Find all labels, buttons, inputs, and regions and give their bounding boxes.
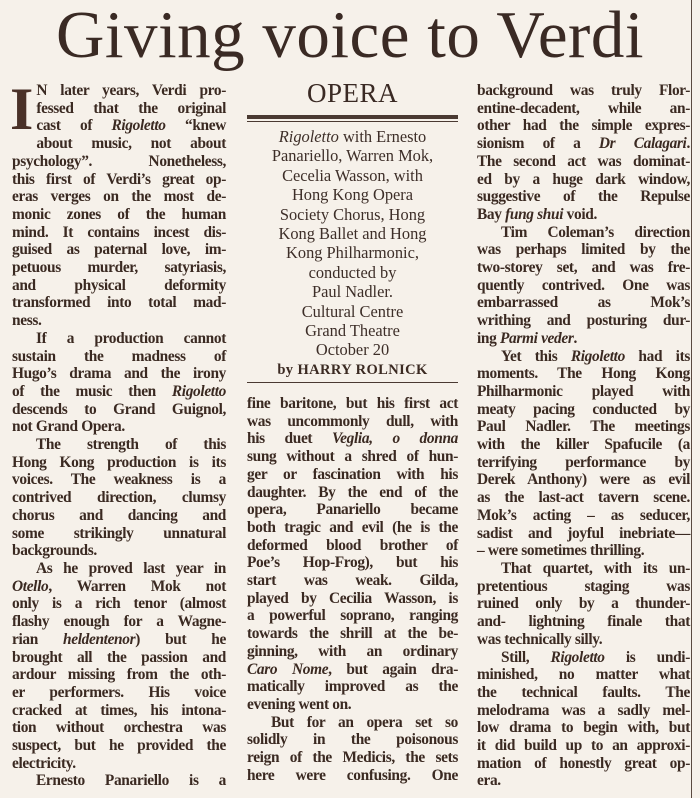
text-segment: Tim Coleman’s direction [501,223,690,241]
text-line [477,684,690,702]
text-segment: ger or fascination with his [247,465,458,483]
text-line [12,330,226,348]
text-segment: ed by a huge dark window, [477,170,690,188]
text-segment: Hong Kong Opera [291,185,414,205]
text-segment: Paul Nadler. [311,282,394,302]
text-segment: descends to Grand Guignol, [12,400,226,418]
italic-title: Rigoletto [550,648,605,666]
text-line [477,277,690,295]
italic-title: Rigoletto [171,382,226,400]
text-line [12,578,226,596]
text-line [477,507,690,525]
info-line [247,340,458,359]
text-segment: guised as paternal love, im- [12,241,226,259]
text-line [247,537,458,555]
text-line [12,135,226,153]
text-segment: Poe’s Hop-Frog), but his [247,554,458,572]
text-segment: sadist and joyful inebriate— [477,524,690,542]
text-line [247,501,458,519]
paragraph [477,224,690,348]
paragraph [247,714,458,785]
info-line [247,146,458,165]
text-segment: . [686,135,690,153]
text-line [12,259,226,277]
text-line [477,525,690,543]
text-segment: other had the simple expres- [477,117,690,135]
text-segment: quently contrived. One was [477,276,690,294]
text-line [477,383,690,401]
text-line [477,755,690,773]
text-segment: That quartet, with its un- [501,559,690,577]
text-segment: chorus and dancing and [12,506,226,524]
text-line [12,613,226,631]
text-segment: The second act was dominat- [477,152,690,170]
italic-title: Rigoletto [278,127,339,146]
text-line [477,418,690,436]
text-line [12,365,226,383]
byline-divider [247,382,458,383]
text-segment: Hong Kong production is its [12,453,226,471]
text-segment: and physical deformity [12,276,226,294]
text-line [12,383,226,401]
text-line [12,595,226,613]
text-line [247,607,458,625]
text-line [477,471,690,489]
text-segment: cracked at times, his intona- [12,701,226,719]
text-line [12,153,226,171]
text-line [12,772,226,790]
text-segment: transformed into total mad- [12,294,226,312]
text-line [247,413,458,431]
text-segment: with the killer Spafucile (a [477,436,690,454]
text-segment: Bay [477,205,506,223]
text-segment: psychology”. Nonetheless, [12,152,226,170]
text-line [477,171,690,189]
text-segment: Panariello, Warren Mok, [271,146,434,166]
text-line [12,507,226,525]
text-segment: not Grand Opera. [12,418,125,436]
text-segment: sustain the madness of [12,347,226,365]
text-line [247,430,458,448]
text-segment: was uncommonly dull, with [247,412,458,430]
text-segment: evening went on. [247,695,352,713]
text-segment: Society Chorus, Hong [279,204,426,224]
text-segment: low drama to begin with, but [477,719,690,737]
text-segment: conducted by [308,262,397,282]
text-line [477,100,690,118]
text-segment: sionism of a [477,135,599,153]
text-segment: some strikingly unnatural [12,524,226,542]
italic-title: Otello [12,577,49,595]
text-line [12,737,226,755]
text-segment: opera, Panariello became [247,501,458,519]
text-segment: background was truly Flor- [477,82,690,99]
text-segment: and- lightning finale that [477,613,690,631]
text-segment: ruined only by a thunder- [477,595,690,613]
paragraph [477,560,690,649]
column-border-rule [691,0,692,798]
text-line [12,542,226,560]
byline: by HARRY ROLNICK [277,361,428,378]
text-segment: the technical faults. The [477,683,690,701]
text-segment: Cultural Centre [301,301,404,321]
text-segment: about music, not about [36,135,226,153]
text-line [477,772,690,790]
italic-title: Rigoletto [570,347,625,365]
text-line [477,241,690,259]
text-segment: monic zones of the human [12,205,226,223]
text-line [12,666,226,684]
drop-cap: I [10,76,34,142]
text-line [247,590,458,608]
text-line [12,241,226,259]
text-segment: had its [624,347,690,365]
paragraph [247,395,458,714]
text-segment: melodrama was a sadly mel- [477,701,690,719]
section-label: OPERA [306,78,398,108]
text-segment: , Warren Mok not [48,577,226,595]
text-segment: as the last-act tavern scene. [477,489,690,507]
text-line [247,714,458,732]
text-segment: minished, no matter what [477,666,690,684]
text-line [247,519,458,537]
text-line [12,755,226,773]
text-segment: deformed blood brother of [247,536,458,554]
text-segment: eras verges on the most de- [12,188,226,206]
text-line [12,117,226,135]
info-line [247,224,458,243]
info-line [247,205,458,224]
text-segment: towards the shrill at the be- [247,625,458,643]
text-line [477,719,690,737]
text-segment: Hugo’s drama and the irony [12,365,226,383]
text-segment: October 20 [315,340,390,360]
text-segment: Derek Anthony) were as evil [477,471,690,489]
text-line [477,436,690,454]
text-line [247,554,458,572]
text-segment: suspect, but he provided the [12,737,226,755]
review-info-box [247,78,458,383]
italic-title: heldentenor [63,630,136,648]
text-segment: ardour missing from the oth- [12,666,226,684]
text-line [477,401,690,419]
text-line [247,749,458,767]
text-line [477,560,690,578]
article-column-3 [477,82,690,790]
text-segment: Kong Ballet and Hong [278,224,427,244]
text-line [477,312,690,330]
info-line [247,127,458,146]
text-segment: contrived direction, clumsy [12,489,226,507]
text-line [477,702,690,720]
text-line [247,643,458,661]
text-segment: embarrassed as Mok’s [477,294,690,312]
text-segment: was perhaps limited by the [477,241,690,259]
text-segment: it did build up to an approxi- [477,737,690,755]
text-line [12,100,226,118]
text-segment: suggestive of the Repulse [477,188,690,206]
text-segment: Mok’s acting – as seducer, [477,506,690,524]
text-line [247,466,458,484]
text-line [247,448,458,466]
text-line [477,365,690,383]
text-segment: Philharmonic played with [477,382,690,400]
text-segment: is undi- [604,648,690,666]
italic-title: Veglia, o donna [331,430,459,448]
paragraph [477,649,690,791]
text-segment: his duet [247,430,332,448]
info-line [247,263,458,282]
text-line [12,206,226,224]
text-segment: solidly in the poisonous [247,731,458,749]
text-line [477,595,690,613]
info-line [247,166,458,185]
text-segment: ) but he [135,630,226,648]
text-line [12,684,226,702]
text-line [12,719,226,737]
text-segment: ginning, with an ordinary [247,642,458,660]
text-line [12,82,226,100]
text-segment: both tragic and evil (he is the [247,518,458,536]
text-segment: – were sometimes thrilling. [477,542,645,560]
text-segment: . [573,329,577,347]
text-line [477,737,690,755]
text-segment: “knew [165,117,226,135]
text-segment: Kong Philharmonic, [286,243,419,263]
text-segment: with Ernesto [338,127,427,146]
text-segment: Cecelia Wasson, with [282,165,423,185]
paragraph [477,348,690,560]
text-segment: mind. It contains incest dis- [12,223,226,241]
text-segment: backgrounds. [12,542,97,560]
text-segment: Ernesto Panariello is a [36,772,226,790]
text-line [247,572,458,590]
headline: Giving voice to Verdi [56,0,644,72]
text-line [12,294,226,312]
text-segment: void. [563,205,597,223]
text-line [247,731,458,749]
text-segment: rian [12,630,63,648]
text-line [247,625,458,643]
text-line [12,560,226,578]
text-segment: a powerful soprano, ranging [247,607,458,625]
info-line [247,185,458,204]
text-segment: flashy enough for a Wagne- [12,613,226,631]
text-segment: N later years, Verdi pro- [36,82,226,99]
text-segment: mation of honestly great op- [477,754,690,772]
text-segment: If a production cannot [36,329,226,347]
text-line [12,454,226,472]
text-line [477,224,690,242]
text-line [477,649,690,667]
text-segment: voices. The weakness is a [12,471,226,489]
text-line [477,294,690,312]
text-line [12,631,226,649]
text-segment: was technically silly. [477,630,603,648]
text-segment: fine baritone, but his first act [247,395,458,412]
text-line [247,395,458,413]
text-line [12,312,226,330]
italic-title: Parmi veder [499,329,574,347]
text-segment: Yet this [501,347,571,365]
text-segment: moments. The Hong Kong [477,365,690,383]
text-segment: two-storey set, and was fre- [477,259,690,277]
text-line [12,348,226,366]
article-column-1 [10,76,226,790]
text-line [12,702,226,720]
italic-title: Dr Calagari [598,135,687,153]
text-line [477,666,690,684]
italic-title: Rigoletto [111,117,166,135]
paragraph [12,560,226,772]
italic-title: fung shui [505,205,564,223]
text-line [477,542,690,560]
article-column-2 [247,395,458,784]
text-line [477,613,690,631]
paragraph [10,76,226,330]
text-segment: Paul Nadler. The meetings [477,418,690,436]
text-line [477,454,690,472]
text-line [12,171,226,189]
text-segment: As he proved last year in [36,559,226,577]
text-segment: writhing and posturing dur- [477,312,690,330]
text-line [477,153,690,171]
info-line [247,302,458,321]
text-segment: ing [477,329,500,347]
text-line [12,277,226,295]
text-line [477,631,690,649]
info-line [247,321,458,340]
paragraph [12,330,226,436]
text-line [477,188,690,206]
text-line [12,436,226,454]
text-segment: terrifying performance by [477,453,690,471]
info-line [247,243,458,262]
text-line [477,135,690,153]
text-line [477,578,690,596]
paragraph [12,436,226,560]
text-segment: brought all the passion and [12,648,226,666]
text-segment: The strength of this [36,436,226,454]
text-line [12,489,226,507]
info-line [247,282,458,301]
text-segment: this first of Verdi’s great op- [12,170,226,188]
text-line [477,330,690,348]
text-line [12,525,226,543]
text-line [247,661,458,679]
text-line [12,471,226,489]
text-segment: entine-decadent, while an- [477,99,690,117]
text-segment: played by Cecilia Wasson, is [247,589,458,607]
text-line [477,259,690,277]
text-line [477,117,690,135]
text-line [247,678,458,696]
text-segment: petuous murder, satyriasis, [12,259,226,277]
text-segment: electricity. [12,754,76,772]
text-line [247,767,458,785]
text-segment: of the music then [12,382,172,400]
text-line [12,188,226,206]
text-line [477,206,690,224]
italic-title: Caro Nome [247,660,329,678]
paragraph [12,772,226,790]
text-segment: But for an opera set so [271,713,458,731]
text-segment: fessed that the original [36,99,226,117]
text-line [12,418,226,436]
text-line [12,649,226,667]
text-line [12,224,226,242]
text-segment: ness. [12,312,42,330]
text-segment: pretentious staging was [477,577,690,595]
paragraph [477,82,690,224]
text-line [477,489,690,507]
text-segment: tion without orchestra was [12,719,226,737]
thick-divider [247,115,458,119]
text-segment: er performers. His voice [12,683,226,701]
text-segment: Grand Theatre [305,321,400,341]
text-line [247,696,458,714]
text-segment: reign of the Medicis, the sets [247,749,458,767]
text-segment: here were confusing. One [247,766,458,784]
text-segment: era. [477,772,501,790]
text-segment: only is a rich tenor (almost [12,595,226,613]
text-segment: cast of [36,117,112,135]
text-segment: meaty pacing conducted by [477,400,690,418]
text-line [477,348,690,366]
performance-details [247,127,458,360]
text-segment: Still, [501,648,551,666]
thin-divider [247,121,458,122]
text-segment: sung without a shred of hun- [247,448,458,466]
text-segment: daughter. By the end of the [247,483,458,501]
text-segment: , but again dra- [328,660,458,678]
text-line [12,401,226,419]
text-line [247,484,458,502]
text-segment: start was weak. Gilda, [247,572,458,590]
text-segment: matically improved as the [247,678,458,696]
text-line [477,82,690,100]
